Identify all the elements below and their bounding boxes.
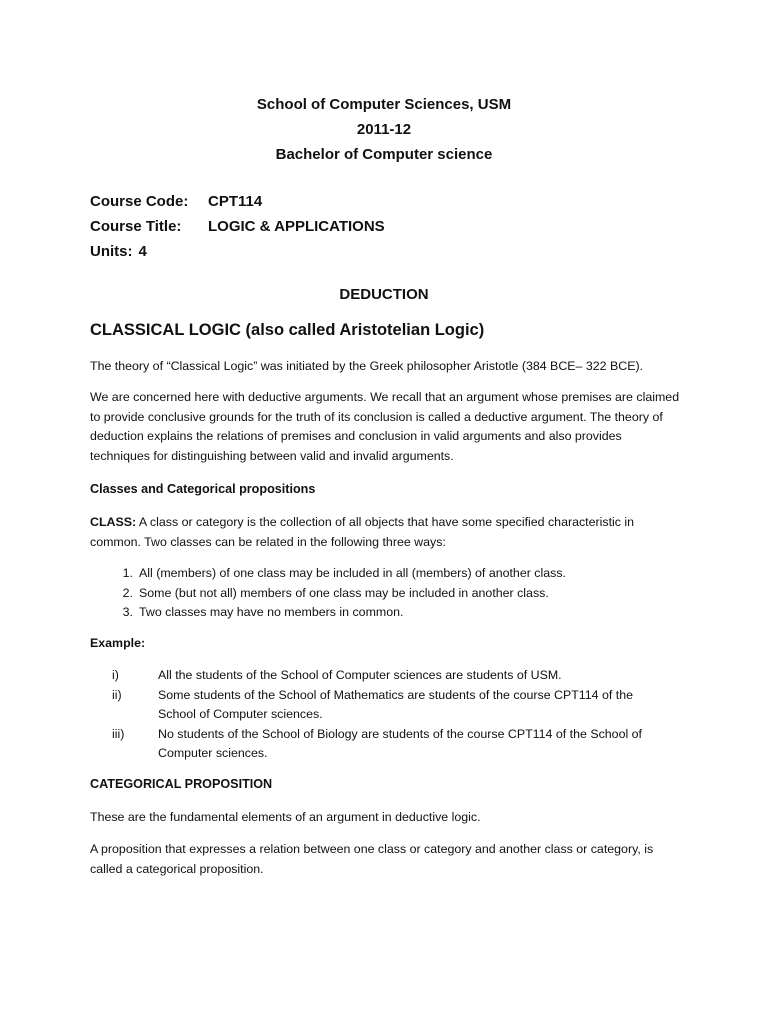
course-info [90, 189, 385, 264]
list-marker: 1. [122, 566, 133, 580]
examples-list [90, 666, 682, 764]
list-marker: i) [112, 668, 119, 682]
course-code-row [90, 189, 385, 214]
list-item-text: Some (but not all) members of one class may be included in another class. [139, 585, 549, 600]
list-item [90, 564, 682, 584]
document-header [0, 92, 768, 167]
classical-logic-heading: CLASSICAL LOGIC (also called Aristotelian Logic) [90, 321, 485, 339]
list-item-text: All the students of the School of Computer sciences are students of USM. [158, 668, 562, 682]
class-definition [90, 513, 682, 552]
intro-paragraph: The theory of “Classical Logic” was initiated by the Greek philosopher Aristotle (384 BCE– 322 BCE). [90, 359, 644, 373]
units-label: Units: [90, 243, 133, 260]
list-item [90, 666, 682, 686]
list-item [90, 603, 682, 623]
units-row [90, 239, 385, 264]
list-marker: 3. [122, 605, 133, 620]
list-marker: 2. [122, 585, 133, 600]
list-item [90, 584, 682, 604]
list-item-text: No students of the School of Biology are students of the course CPT114 of the School of Computer sciences. [158, 726, 642, 761]
list-item-text: Two classes may have no members in common. [139, 605, 404, 620]
classes-heading: Classes and Categorical propositions [90, 482, 316, 496]
course-title-value: LOGIC & APPLICATIONS [208, 218, 385, 235]
list-item [90, 725, 682, 764]
school-name: School of Computer Sciences, USM [256, 96, 512, 113]
program-name: Bachelor of Computer science [275, 146, 493, 163]
course-title-row [90, 214, 385, 239]
academic-year: 2011-12 [356, 121, 412, 138]
list-marker: ii) [112, 687, 122, 702]
units-value: 4 [138, 243, 147, 260]
list-item-text: All (members) of one class may be included in all (members) of another class. [139, 566, 566, 580]
categorical-paragraph-1: These are the fundamental elements of an argument in deductive logic. [90, 810, 481, 824]
categorical-heading: CATEGORICAL PROPOSITION [90, 777, 273, 791]
course-title-label: Course Title: [90, 218, 182, 235]
class-definition-text: A class or category is the collection of all objects that have some specified characteristic in common. Two classes can be related in the following three ways: [90, 515, 635, 549]
course-code-value: CPT114 [208, 193, 263, 210]
list-marker: iii) [112, 726, 125, 741]
course-code-label: Course Code: [90, 193, 189, 210]
categorical-paragraph-2: A proposition that expresses a relation between one class or category and another class or category, is called a categorical proposition. [90, 842, 654, 876]
list-item-text: Some students of the School of Mathematics are students of the course CPT114 of the School of Computer sciences. [158, 687, 634, 722]
section-title: DEDUCTION [339, 286, 429, 303]
example-label: Example: [90, 636, 146, 650]
class-term: CLASS: [90, 515, 137, 529]
class-relations-list [90, 564, 682, 623]
deductive-arguments-paragraph: We are concerned here with deductive arguments. We recall that an argument whose premises are claimed to provide conclusive grounds for the truth of its conclusion is called a deductive argument. The theory of deduction explains the relations of premises and conclusion in valid arguments and also provides techniques for distinguishing between valid and invalid arguments. [90, 390, 680, 463]
list-item [90, 686, 682, 725]
